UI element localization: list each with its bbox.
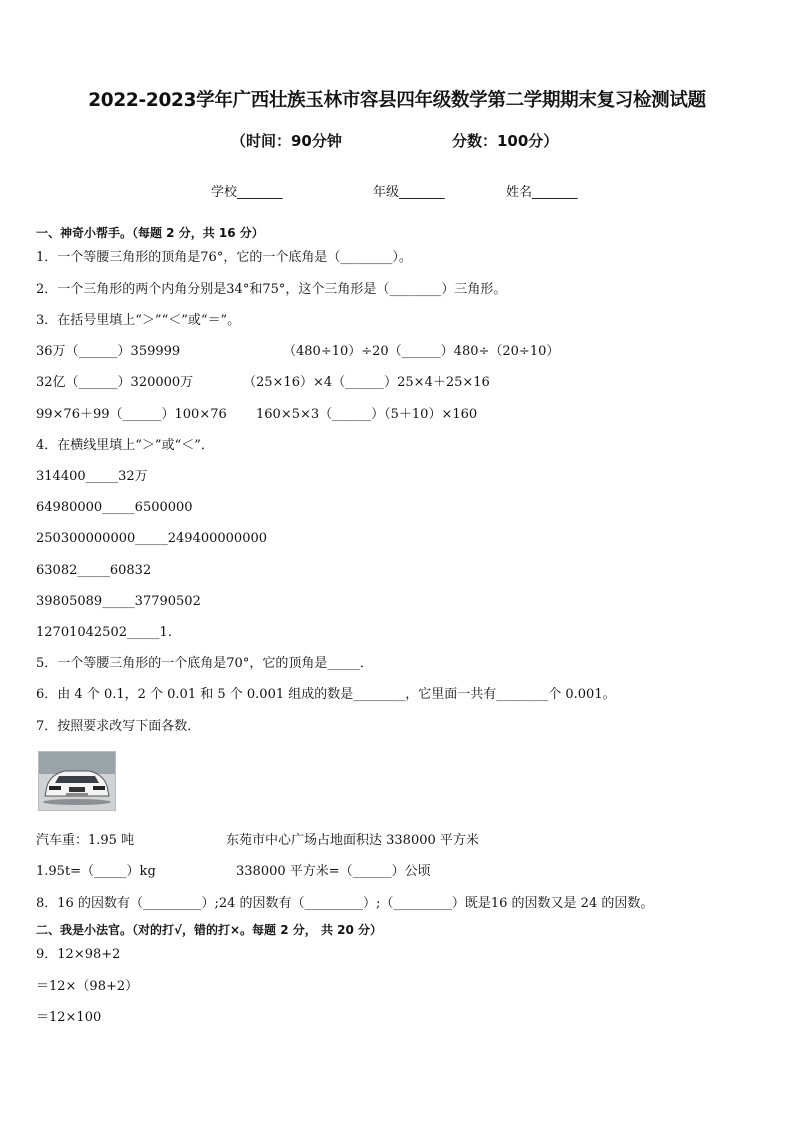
q4-item-3: 250300000000_____249400000000 bbox=[36, 531, 268, 546]
q4-item-6: 12701042502_____1. bbox=[36, 625, 172, 640]
question-2: 2．一个三角形的两个内角分别是34°和75°，这个三角形是（________）三角形。 bbox=[36, 282, 507, 297]
exam-title: 2022-2023学年广西壮族玉林市容县四年级数学第二学期期末复习检测试题 bbox=[88, 90, 706, 111]
q4-item-4: 63082_____60832 bbox=[36, 563, 152, 578]
q7-row-1-left: 汽车重：1.95 吨 bbox=[36, 833, 135, 848]
car-icon bbox=[39, 752, 115, 810]
grade-field: 年级_______ bbox=[373, 185, 445, 200]
q7-row-1-right: 东苑市中心广场占地面积达 338000 平方米 bbox=[226, 833, 479, 848]
q3-row-3-right: 160×5×3（______）（5＋10）×160 bbox=[256, 407, 478, 422]
name-field: 姓名_______ bbox=[506, 185, 578, 200]
q4-item-2: 64980000_____6500000 bbox=[36, 500, 193, 515]
q4-item-5: 39805089_____37790502 bbox=[36, 594, 201, 609]
q9-line-1: 9．12×98+2 bbox=[36, 947, 121, 962]
q3-row-3-left: 99×76＋99（______）100×76 bbox=[36, 407, 227, 422]
section-2-heading: 二、我是小法官。（对的打√，错的打×。每题 2 分， 共 20 分） bbox=[36, 923, 382, 937]
q3-row-2-right: （25×16）×4（______）25×4＋25×16 bbox=[243, 375, 490, 390]
q7-row-2-left: 1.95t=（_____）kg bbox=[36, 864, 156, 879]
exam-score: 分数：100分） bbox=[452, 132, 559, 150]
q3-row-2-left: 32亿（______）320000万 bbox=[36, 375, 194, 390]
question-1: 1．一个等腰三角形的顶角是76°，它的一个底角是（________）。 bbox=[36, 250, 412, 265]
q3-row-1-left: 36万（______）359999 bbox=[36, 344, 181, 359]
question-5: 5．一个等腰三角形的一个底角是70°，它的顶角是_____． bbox=[36, 656, 373, 671]
section-1-heading: 一、神奇小帮手。（每题 2 分，共 16 分） bbox=[36, 226, 264, 240]
question-4: 4．在横线里填上“＞”或“＜”． bbox=[36, 438, 214, 453]
q9-line-2: ＝12×（98+2） bbox=[36, 979, 139, 994]
exam-time: （时间：90分钟 bbox=[231, 132, 342, 150]
q4-item-1: 314400_____32万 bbox=[36, 469, 148, 484]
q9-line-3: ＝12×100 bbox=[36, 1010, 102, 1025]
q7-row-2-right: 338000 平方米=（______）公顷 bbox=[236, 864, 431, 879]
q3-row-1-right: （480÷10）÷20（______）480÷（20÷10） bbox=[283, 344, 560, 359]
question-7: 7．按照要求改写下面各数． bbox=[36, 719, 201, 734]
school-field: 学校_______ bbox=[211, 185, 283, 200]
question-8: 8．16 的因数有（_________）;24 的因数有（_________）;（_________）既是16 的因数又是 24 的因数。 bbox=[36, 896, 654, 911]
car-photo bbox=[38, 751, 116, 811]
question-3: 3．在括号里填上“＞”“＜”或“＝”。 bbox=[36, 313, 241, 328]
question-6: 6．由 4 个 0.1，2 个 0.01 和 5 个 0.001 组成的数是________，它里面一共有________个 0.001。 bbox=[36, 687, 616, 702]
